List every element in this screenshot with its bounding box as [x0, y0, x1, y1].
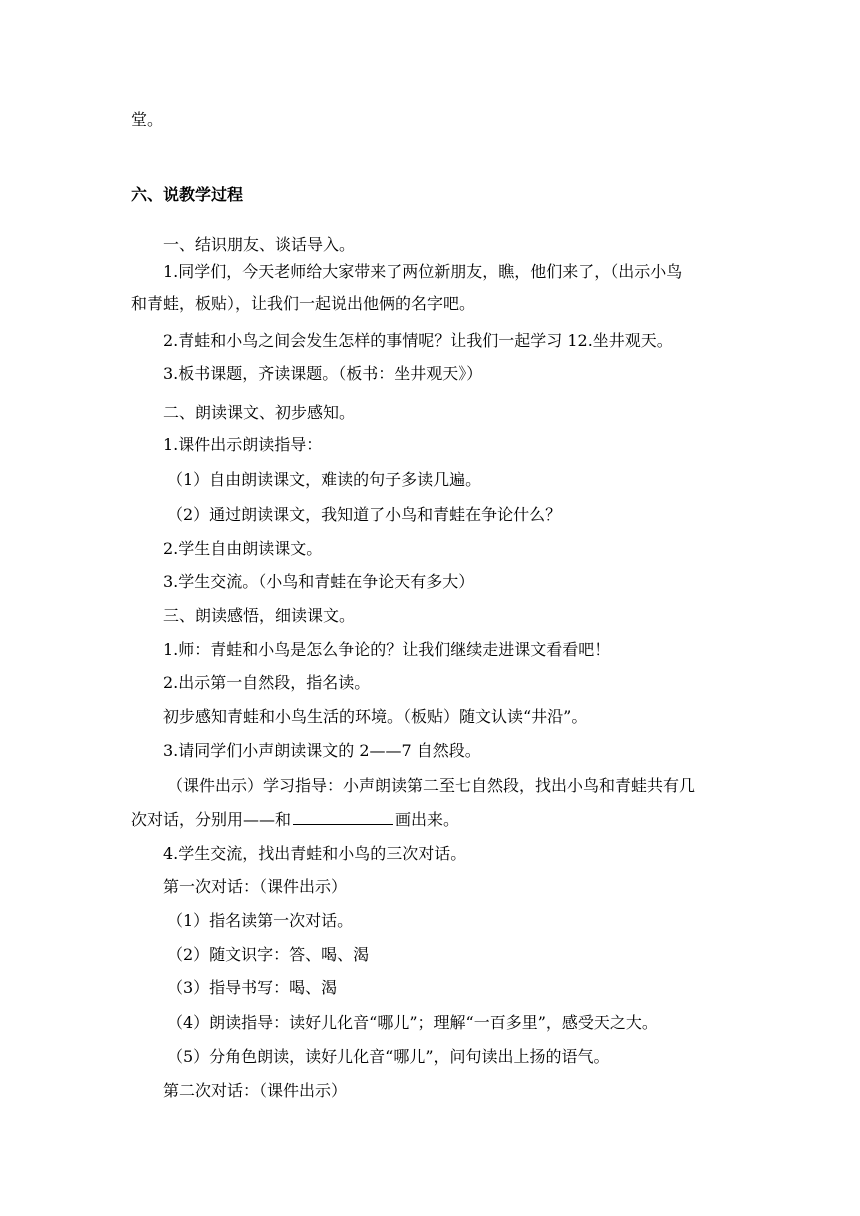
text-line: 1.同学们，今天老师给大家带来了两位新朋友，瞧，他们来了，（出示小鸟	[163, 262, 683, 281]
section-heading: 六、说教学过程	[131, 185, 244, 204]
paragraph-tail: 堂。	[131, 110, 164, 129]
text-segment: 画出来。	[395, 810, 460, 829]
text-line: （3）指导书写：喝、渴	[167, 978, 338, 997]
text-line: （1）指名读第一次对话。	[167, 911, 354, 930]
text-line: 初步感知青蛙和小鸟生活的环境。（板贴）随文认读“井沿”。	[163, 707, 588, 726]
text-line: （5）分角色朗读，读好儿化音“哪儿”，问句读出上扬的语气。	[167, 1047, 610, 1066]
text-line: 三、朗读感悟，细读课文。	[163, 606, 356, 625]
text-line: 2.青蛙和小鸟之间会发生怎样的事情呢？让我们一起学习 12.坐井观天。	[163, 331, 673, 350]
text-line: 第一次对话：（课件出示）	[163, 877, 348, 896]
text-line: （4）朗读指导：读好儿化音“哪儿”；理解“一百多里”，感受天之大。	[167, 1013, 658, 1032]
text-line: 二、朗读课文、初步感知。	[163, 403, 356, 422]
text-line: 第二次对话：（课件出示）	[163, 1081, 348, 1100]
text-segment: 次对话，分别用——和	[131, 810, 292, 829]
text-line: 2.学生自由朗读课文。	[163, 539, 323, 558]
text-line: （2）通过朗读课文，我知道了小鸟和青蛙在争论什么？	[167, 505, 562, 524]
underline-blank	[293, 808, 393, 825]
text-line: 和青蛙，板贴），让我们一起说出他俩的名字吧。	[131, 294, 476, 313]
text-line: 3.请同学们小声朗读课文的 2——7 自然段。	[163, 741, 481, 760]
text-line-with-blank	[131, 808, 459, 830]
text-line: 一、结识朋友、谈话导入。	[163, 235, 356, 254]
text-line: （课件出示）学习指导：小声朗读第二至七自然段，找出小鸟和青蛙共有几	[167, 776, 696, 795]
text-line: 3.学生交流。（小鸟和青蛙在争论天有多大）	[163, 572, 475, 591]
text-line: 1.师：青蛙和小鸟是怎么争论的？让我们继续走进课文看看吧！	[163, 640, 611, 659]
text-line: 4.学生交流，找出青蛙和小鸟的三次对话。	[163, 844, 467, 863]
text-line: 2.出示第一自然段，指名读。	[163, 673, 371, 692]
text-line: 1.课件出示朗读指导：	[163, 435, 323, 454]
text-line: （1）自由朗读课文，难读的句子多读几遍。	[167, 470, 482, 489]
text-line: （2）随文识字：答、喝、渴	[167, 945, 370, 964]
text-line: 3.板书课题，齐读课题。（板书：坐井观天》）	[163, 364, 483, 383]
